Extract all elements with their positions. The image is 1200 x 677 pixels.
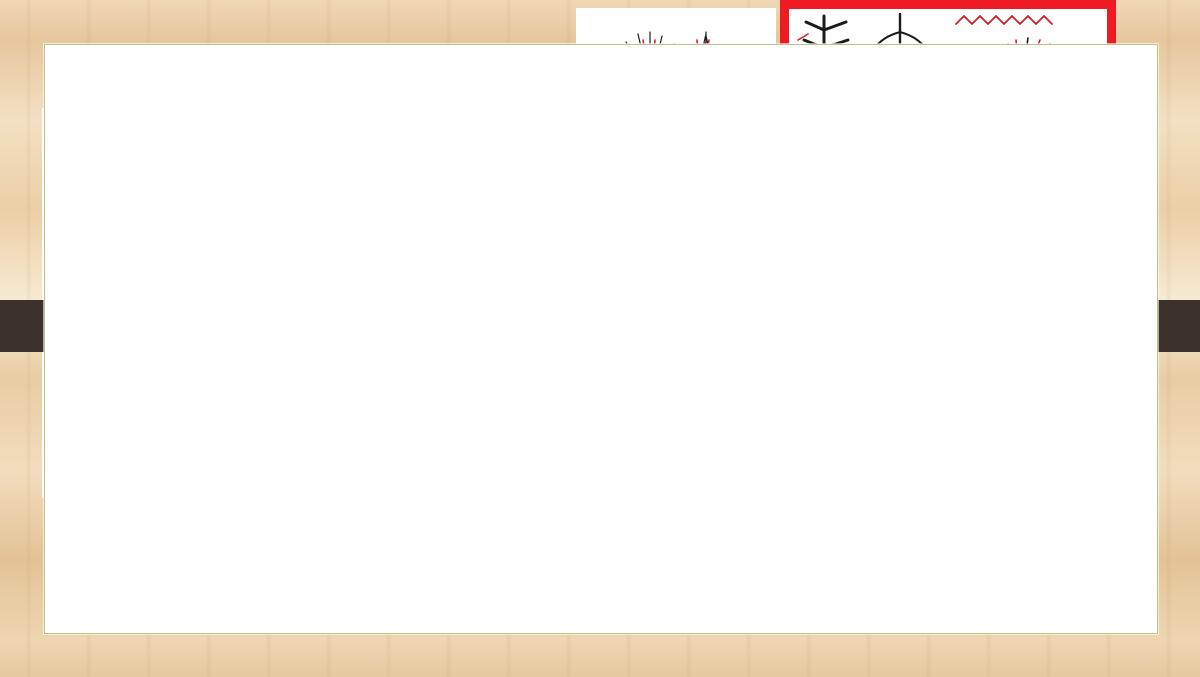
content-panel [44, 44, 1158, 634]
